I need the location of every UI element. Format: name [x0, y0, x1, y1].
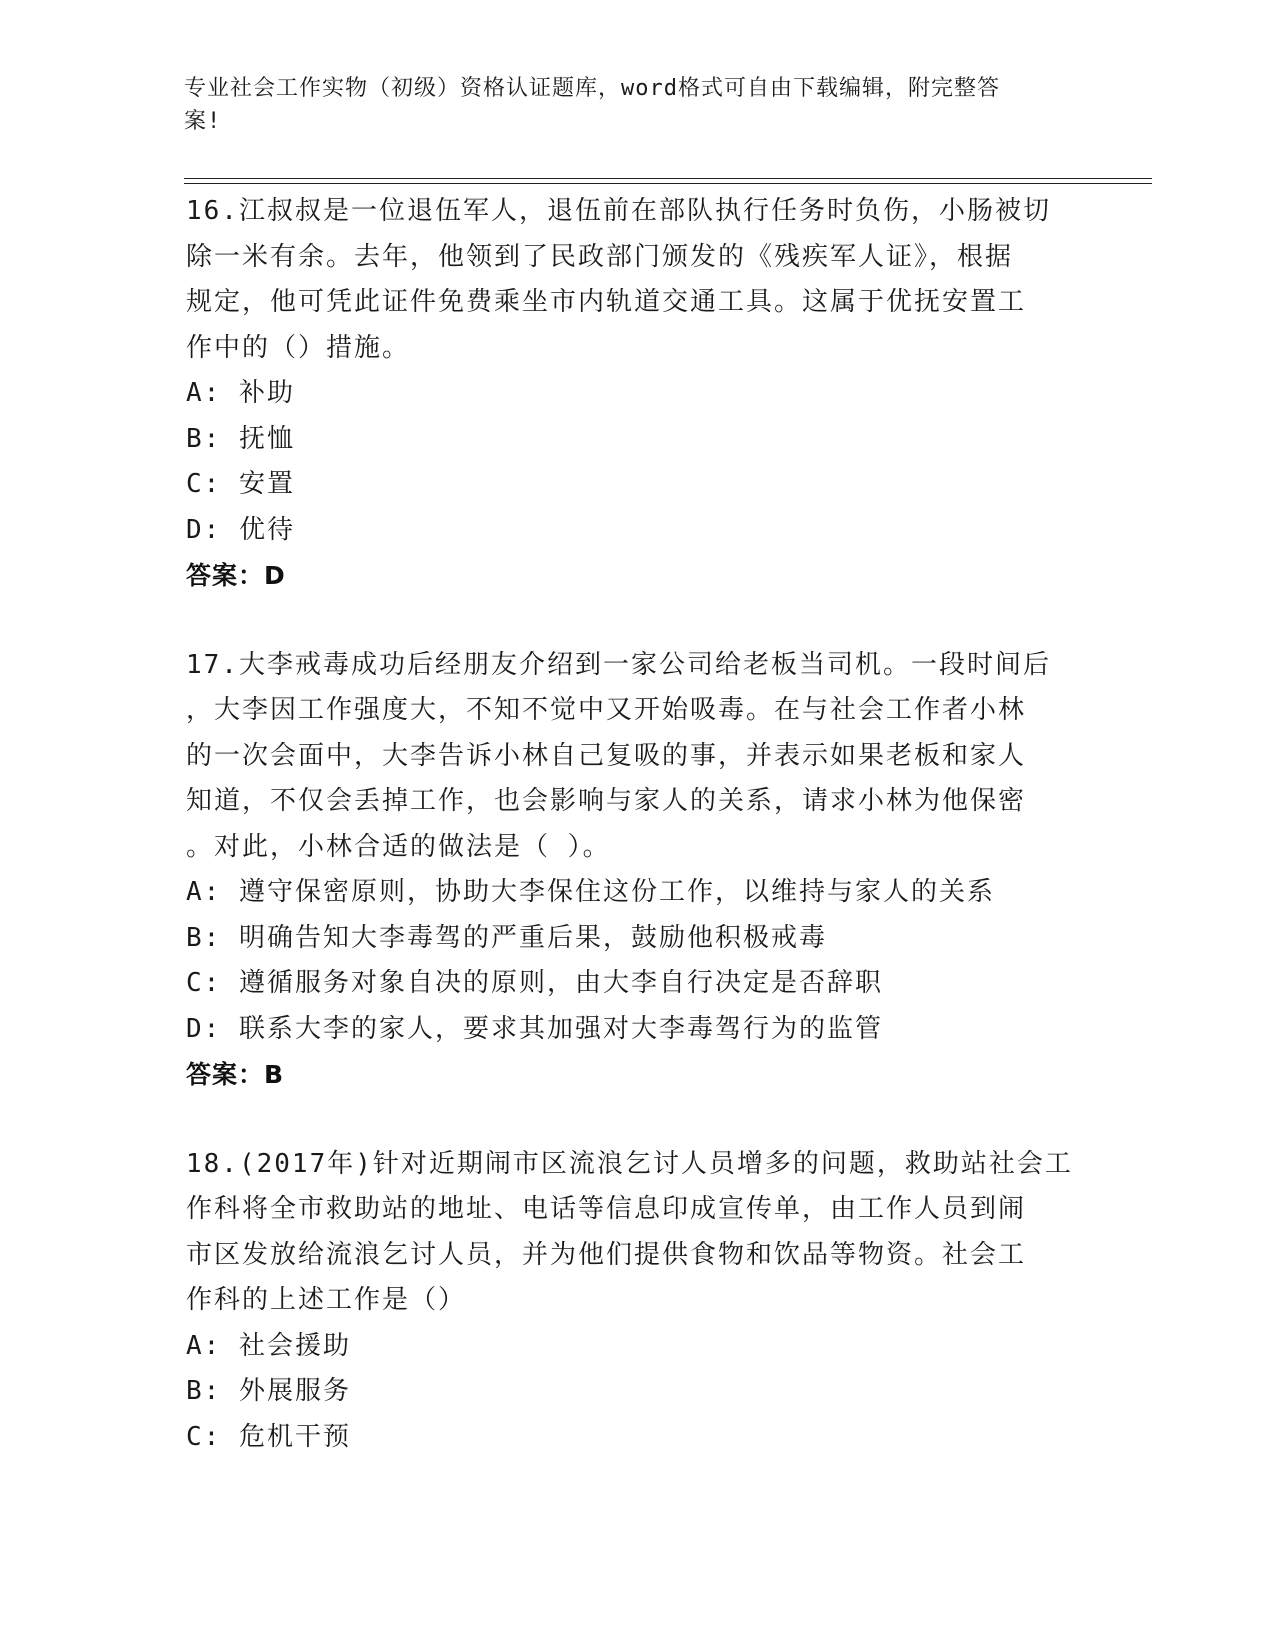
stem-line: 16.江叔叔是一位退伍军人，退伍前在部队执行任务时负伤，小肠被切	[186, 196, 1051, 226]
option-c: C: 危机干预	[186, 1421, 351, 1452]
header-line-2: 案!	[184, 109, 222, 134]
header-rule-bottom	[184, 183, 1152, 184]
header-line-1: 专业社会工作实物（初级）资格认证题库，word格式可自由下载编辑，附完整答	[184, 76, 1000, 101]
stem-line: 市区发放给流浪乞讨人员，并为他们提供食物和饮品等物资。社会工	[186, 1239, 1027, 1270]
question-stem	[186, 643, 1086, 871]
stem-line: 17.大李戒毒成功后经朋友介绍到一家公司给老板当司机。一段时间后	[186, 649, 1051, 680]
stem-line: 作科的上述工作是（）	[186, 1285, 467, 1315]
header-rule-top	[184, 178, 1152, 179]
option-b: B: 抚恤	[186, 423, 295, 454]
option-d: D: 联系大李的家人，要求其加强对大李毒驾行为的监管	[186, 1013, 883, 1044]
question-spacer	[186, 599, 1086, 643]
question-17	[186, 643, 1086, 1098]
stem-line: 规定，他可凭此证件免费乘坐市内轨道交通工具。这属于优抚安置工	[186, 287, 1027, 317]
stem-line: 。对此，小林合适的做法是（ ）。	[186, 831, 611, 862]
question-spacer	[186, 1098, 1086, 1142]
stem-line: 的一次会面中，大李告诉小林自己复吸的事，并表示如果老板和家人	[186, 740, 1027, 771]
option-a: A: 补助	[186, 378, 295, 408]
question-stem	[186, 189, 1086, 371]
stem-line: 作中的（）措施。	[186, 332, 411, 363]
stem-line: ，大李因工作强度大，不知不觉中又开始吸毒。在与社会工作者小林	[186, 695, 1027, 725]
option-b: B: 外展服务	[186, 1376, 351, 1406]
option-c: C: 安置	[186, 469, 295, 499]
stem-line: 18.(2017年)针对近期闹市区流浪乞讨人员增多的问题，救助站社会工	[186, 1148, 1073, 1179]
option-a: A: 遵守保密原则，协助大李保住这份工作，以维持与家人的关系	[186, 877, 995, 907]
answer-label: 答案：B	[186, 1060, 285, 1089]
question-16	[186, 189, 1086, 599]
answer-label: 答案：D	[186, 561, 286, 590]
option-c: C: 遵循服务对象自决的原则，由大李自行决定是否辞职	[186, 968, 883, 998]
question-stem	[186, 1142, 1086, 1324]
option-d: D: 优待	[186, 514, 295, 545]
stem-line: 除一米有余。去年，他领到了民政部门颁发的《残疾军人证》，根据	[186, 241, 1014, 272]
question-18	[186, 1142, 1086, 1461]
option-a: A: 社会援助	[186, 1330, 351, 1361]
stem-line: 知道，不仅会丢掉工作，也会影响与家人的关系，请求小林为他保密	[186, 786, 1027, 816]
option-b: B: 明确告知大李毒驾的严重后果，鼓励他积极戒毒	[186, 922, 827, 953]
page-header	[184, 72, 1064, 138]
stem-line: 作科将全市救助站的地址、电话等信息印成宣传单，由工作人员到闹	[186, 1194, 1027, 1224]
question-list	[186, 189, 1086, 1460]
